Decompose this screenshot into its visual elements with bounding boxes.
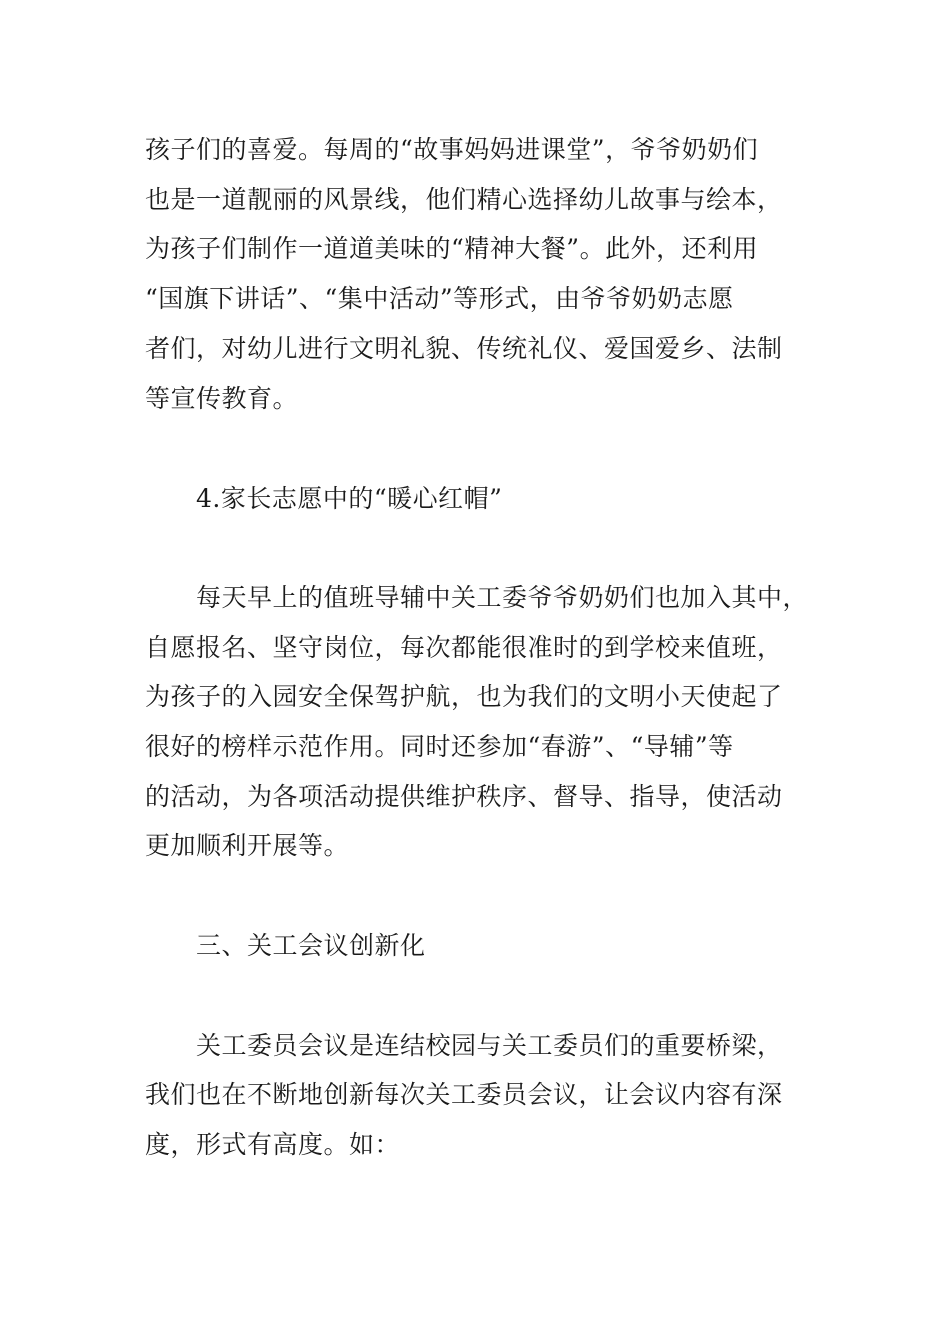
text-line: 孩子们的喜爱。每周的“故事妈妈进课堂”，爷爷奶奶们 xyxy=(145,135,759,164)
text-line: 每天早上的值班导辅中关工委爷爷奶奶们也加入其中， xyxy=(196,583,809,612)
text-line: 我们也在不断地创新每次关工委员会议，让会议内容有深 xyxy=(145,1080,783,1109)
text-line: 者们，对幼儿进行文明礼貌、传统礼仪、爱国爱乡、法制 xyxy=(145,334,783,363)
section-heading-3: 三、关工会议创新化 xyxy=(196,931,426,960)
text-line: “国旗下讲话”、“集中活动”等形式，由爷爷奶奶志愿 xyxy=(145,284,734,313)
text-line: 度，形式有高度。如： xyxy=(145,1130,401,1159)
section-heading-4: 4.家长志愿中的“暖心红帽” xyxy=(196,484,503,513)
text-line: 很好的榜样示范作用。同时还参加“春游”、“导辅”等 xyxy=(145,732,734,761)
text-line: 为孩子们制作一道道美味的“精神大餐”。此外，还利用 xyxy=(145,234,759,263)
text-line: 为孩子的入园安全保驾护航，也为我们的文明小天使起了 xyxy=(145,682,783,711)
text-line: 也是一道靓丽的风景线，他们精心选择幼儿故事与绘本， xyxy=(145,185,783,214)
text-line: 自愿报名、坚守岗位，每次都能很准时的到学校来值班， xyxy=(145,633,783,662)
text-line: 关工委员会议是连结校园与关工委员们的重要桥梁， xyxy=(196,1031,783,1060)
text-line: 的活动，为各项活动提供维护秩序、督导、指导，使活动 xyxy=(145,782,783,811)
text-line: 更加顺利开展等。 xyxy=(145,831,350,860)
text-line: 等宣传教育。 xyxy=(145,384,299,413)
